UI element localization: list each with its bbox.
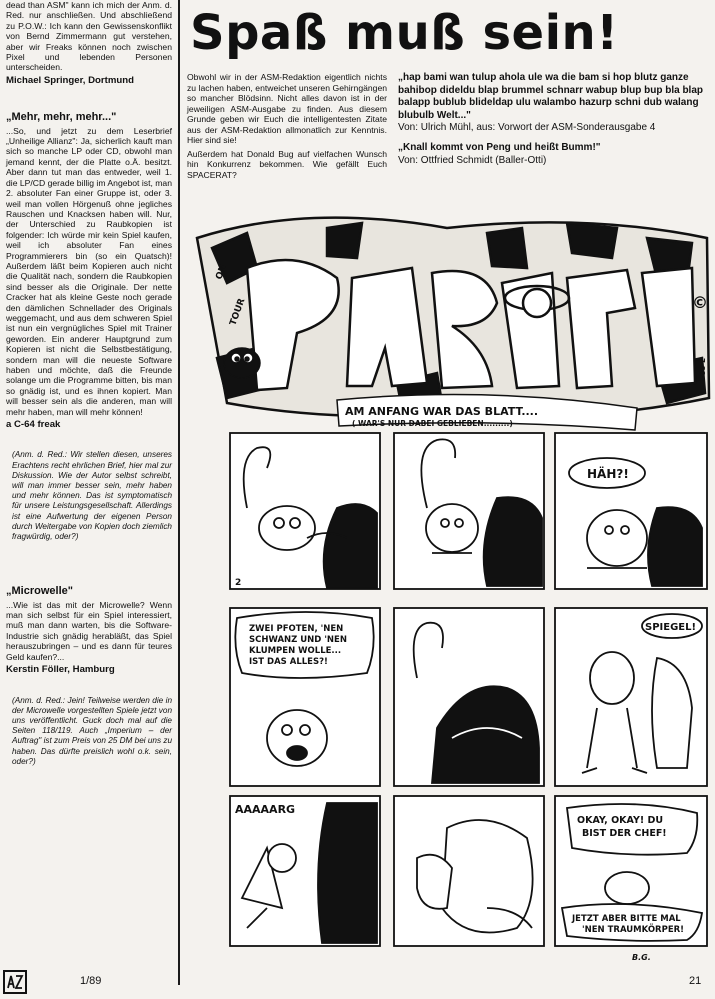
page-number: 21 xyxy=(689,975,702,987)
letter-2-heading: „Mehr, mehr, mehr..." xyxy=(6,111,117,124)
tag-tour: TOUR xyxy=(228,297,248,328)
bubble-scream: AAAAARG xyxy=(235,803,296,816)
bubble-paws-line-1: ZWEI PFOTEN, 'NEN xyxy=(249,624,344,634)
editor-note-3: (Anm. d. Red.: Jein! Teilweise werden die in der Microwelle vorgestellten Spiele jetzt von uns veröffentlicht. Guck doch mal auf die Seiten 118/119. Auch „Imperium – der Auftrag" ist zum Preis von 25 DM bei uns zu haben. Das dürfte preislich wohl o.k. sein, oder?) xyxy=(12,695,172,766)
letter-2-text: ...So, und jetzt zu dem Leserbrief „Unheilige Allianz": Ja, sicherlich kauft man sich so manche LP oder CD, obwohl man jemand kennt, der die Platte o.Ä. besitzt. Aber dann tut man das entweder, weil 1. die LP/CD gerade billig im Angebot ist, man 2. absoluter Fan einer Gruppe ist, oder 3. weil man vollen Hörgenuß ohne jegliches Rauschen und Knacksen haben will. Nur, der Unterschied zu Raubkopien ist folgender: Ich würde mir kein Spiel kaufen, weil ich absoluter Fan eines Programmierers bin (so ein Quatsch)! Außerdem läßt beim Kopieren auch nicht die Qualität nach, sondern die Raubkopien sind besser als die Originale. Der nette Cracker hat als kleine Geste noch gerade den dämlichen Schnellader des Originals weggemacht, und aus dem schweren Spiel ist nun ein vergnügliches Spiel mit Trainer geworden. Ein anderer Hauptgrund zum Kopieren ist nicht die Selbstbestätigung, sondern man will die neueste Software haben und möchte, daß die Freunde solange um die Programme bitten, bis man so gnädig ist, und es ihnen kopiert. Man will besser sein als die anderen, man will mehr haben, man will mehr können! xyxy=(6,125,172,417)
quote-1-source: Von: Ulrich Mühl, aus: Vorwort der ASM-Sonderausgabe 4 xyxy=(398,122,656,134)
bubble-paws-line-4: IST DAS ALLES?! xyxy=(249,657,328,667)
comic-copyright: © xyxy=(692,293,708,312)
quote-1: „hap bami wan tulup ahola ule wa die bam si hop blutz ganze bahibop dideldu blap brummel schnarr wabup blup bup bla blap balapp bublub blideldap ulu walambo hazurp schni dub walang blubulb Welt..." xyxy=(398,72,704,121)
quotes-block xyxy=(398,72,710,174)
panel-number: 2 xyxy=(235,578,242,588)
bubble-huh: HÄH?! xyxy=(587,467,629,481)
letter-2-signature: a C-64 freak xyxy=(6,419,61,431)
editor-note-2: (Anm. d. Red.: Wir stellen diesen, unseres Erachtens recht ehrlichen Brief, hier mal zur Diskussion. Wie der Autor selbst schreibt, will man immer besser sein, mehr haben und mehr können. Das ist symptomatisch für unsere Leistungsgesellschaft. Allerdings ist eine Aufwertung der eigenen Person durch Weitergabe von Kopien doch ziemlich fragwürdig, oder?) xyxy=(12,450,172,542)
letter-3-signature: Kerstin Föller, Hamburg xyxy=(6,664,115,676)
page-title: Spaß muß sein! xyxy=(190,5,619,61)
logo-rat-mascot xyxy=(224,348,260,378)
quote-2: „Knall kommt von Peng und heißt Bumm!" xyxy=(398,141,601,153)
column-divider xyxy=(178,0,180,985)
intro-paragraph-1: Obwohl wir in der ASM-Redaktion eigentlich nichts zu lachen haben, entweichet unseren Gehirngängen so mancher Blödsinn. Nicht alles davon ist in der jeweiligen ASM-Ausgabe zu finden. Aus diesem Grunde geben wir Euch die intelligentesten Zitate aus der ASM-Redaktion allmonatlich zur Kenntnis. Hier sind sie! xyxy=(187,72,387,145)
tag-on: ON xyxy=(214,263,230,282)
letter-1-signature: Michael Springer, Dortmund xyxy=(6,74,134,86)
quote-2-source: Von: Ottfried Schmidt (Baller-Otti) xyxy=(398,154,547,166)
letter-3-heading: „Microwelle" xyxy=(6,585,73,598)
comic-date: 7-88 xyxy=(698,358,706,376)
graffiti-logo xyxy=(197,218,709,417)
comic-panel-3 xyxy=(555,433,707,589)
comic-panel-2 xyxy=(394,433,544,589)
letter-1-text: dead than ASM" kann ich mich der Anm. d. Red. nur anschließen. Und abschließend zu P.O.W.: Ich kann den Gewissenskonflikt von Bernd Zimmermann gut verstehen, aber wir Freaks können noch zwischen Pixel und lebenden Personen unterscheiden. xyxy=(6,0,172,73)
bubble-paws-line-2: SCHWANZ UND 'NEN xyxy=(249,635,347,645)
artist-signature: B.G. xyxy=(632,953,651,962)
asm-logo-icon xyxy=(3,970,27,994)
comic-artwork xyxy=(187,208,712,966)
intro-text xyxy=(187,72,387,180)
comic-panel-8 xyxy=(394,796,544,946)
letter-3-text: ...Wie ist das mit der Microwelle? Wenn man sich selbst für ein Spiel interessiert, muß man dann warten, bis die Software-Industrie sich gnädig herabläßt, das Spiel herauszubringen – und es dann für teures Geld kaufen?... xyxy=(6,599,172,662)
bubble-boss-line-1: OKAY, OKAY! DU xyxy=(577,815,664,826)
letters-column xyxy=(6,0,172,985)
bubble-boss-line-2: BIST DER CHEF! xyxy=(582,828,667,839)
bubble-mirror: SPIEGEL! xyxy=(645,622,697,633)
comic-panel-6 xyxy=(555,608,707,786)
bubble-body-line-2: 'NEN TRAUMKÖRPER! xyxy=(582,925,685,935)
bubble-body-line-1: JETZT ABER BITTE MAL xyxy=(572,914,681,924)
comic-panel-7 xyxy=(230,796,380,946)
caption-line-2: ( WAR'S NUR DABEI GEBLIEBEN.........) xyxy=(352,419,513,428)
bubble-paws-line-3: KLUMPEN WOLLE... xyxy=(249,646,342,656)
comic-panel-5 xyxy=(394,608,544,786)
caption-line-1: AM ANFANG WAR DAS BLATT.... xyxy=(345,405,539,418)
issue-number: 1/89 xyxy=(80,975,102,987)
spacerat-comic xyxy=(187,208,712,966)
comic-panel-1 xyxy=(230,433,380,589)
intro-paragraph-2: Außerdem hat Donald Bug auf vielfachen Wunsch hin Konkurrenz bekommen. Wie gefällt Euch SPACERAT? xyxy=(187,148,387,180)
